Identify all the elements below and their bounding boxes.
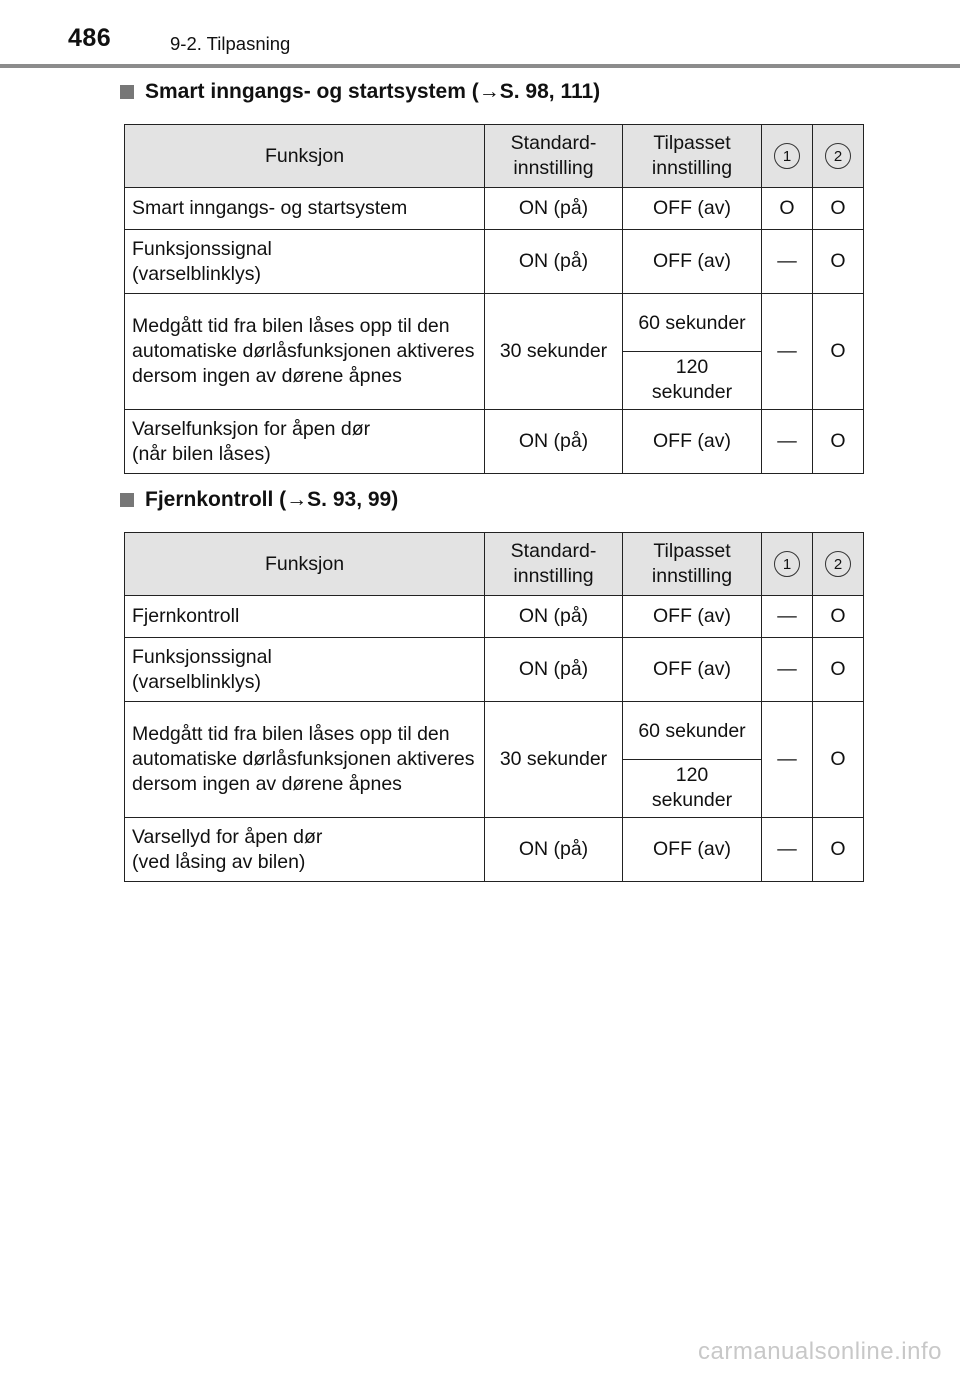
custom-cell-split — [623, 294, 762, 410]
custom-cell: OFF (av) — [623, 188, 762, 230]
default-cell: ON (på) — [485, 188, 623, 230]
col1-cell: O — [762, 188, 813, 230]
col-header-custom: Tilpasset innstilling — [623, 125, 762, 188]
function-cell: Medgått tid fra bilen låses opp til den automatiske dørlåsfunksjonen aktiveres dersom ingen av dørene åpnes — [125, 702, 485, 818]
default-cell: ON (på) — [485, 818, 623, 882]
circled-1-icon: 1 — [774, 143, 800, 169]
table-row — [125, 230, 864, 294]
watermark: carmanualsonline.info — [698, 1338, 942, 1365]
custom-cell: OFF (av) — [623, 638, 762, 702]
default-cell: ON (på) — [485, 410, 623, 474]
section-title-text: Smart inngangs- og startsystem ( — [145, 80, 479, 103]
custom-cell: OFF (av) — [623, 818, 762, 882]
chapter-title: 9-2. Tilpasning — [170, 33, 291, 54]
function-cell: Smart inngangs- og startsystem — [125, 188, 485, 230]
section-title-text: Fjernkontroll ( — [145, 488, 287, 511]
col2-cell: O — [813, 188, 864, 230]
table-row — [125, 638, 864, 702]
col2-cell: O — [813, 818, 864, 882]
settings-table-remote — [124, 532, 864, 882]
col-header-1 — [762, 533, 813, 596]
table-header-row — [125, 125, 864, 188]
col1-cell: — — [762, 638, 813, 702]
col1-cell: — — [762, 596, 813, 638]
col1-cell: — — [762, 410, 813, 474]
custom-cell-split — [623, 702, 762, 818]
default-cell: ON (på) — [485, 596, 623, 638]
custom-option-b: 120 sekunder — [651, 764, 733, 811]
custom-cell: OFF (av) — [623, 410, 762, 474]
square-bullet-icon — [120, 85, 134, 99]
arrow-icon: → — [286, 488, 308, 511]
col2-cell: O — [813, 596, 864, 638]
section-title-smart-entry — [120, 80, 600, 104]
circled-2-icon: 2 — [825, 143, 851, 169]
table-row — [125, 188, 864, 230]
custom-cell: OFF (av) — [623, 596, 762, 638]
page-header — [0, 0, 960, 70]
custom-option-a: 60 sekunder — [623, 295, 761, 352]
table-row — [125, 294, 864, 410]
section-ref: S. 98, 111) — [499, 80, 601, 103]
custom-cell: OFF (av) — [623, 230, 762, 294]
col-header-function: Funksjon — [125, 533, 485, 596]
square-bullet-icon — [120, 493, 134, 507]
default-cell: ON (på) — [485, 638, 623, 702]
default-cell: ON (på) — [485, 230, 623, 294]
col-header-2 — [813, 533, 864, 596]
col-header-custom: Tilpasset innstilling — [623, 533, 762, 596]
function-cell: Fjernkontroll — [125, 596, 485, 638]
custom-option-b: 120 sekunder — [651, 356, 733, 403]
header-divider — [0, 64, 960, 68]
function-cell: Varselfunksjon for åpen dør (når bilen låses) — [125, 410, 485, 474]
col-header-function: Funksjon — [125, 125, 485, 188]
page-number: 486 — [68, 24, 112, 52]
col-header-1 — [762, 125, 813, 188]
function-cell: Medgått tid fra bilen låses opp til den automatiske dørlåsfunksjonen aktiveres dersom ingen av dørene åpnes — [125, 294, 485, 410]
table-row — [125, 818, 864, 882]
col2-cell: O — [813, 410, 864, 474]
col-header-default: Standard- innstilling — [485, 533, 623, 596]
col-header-2 — [813, 125, 864, 188]
table-row — [125, 596, 864, 638]
col1-cell: — — [762, 294, 813, 410]
custom-option-a: 60 sekunder — [623, 703, 761, 760]
circled-2-icon: 2 — [825, 551, 851, 577]
col1-cell: — — [762, 702, 813, 818]
col2-cell: O — [813, 702, 864, 818]
default-cell: 30 sekunder — [485, 294, 623, 410]
section-title-remote — [120, 488, 398, 512]
function-cell: Funksjonssignal (varselblinklys) — [125, 230, 485, 294]
table-header-row — [125, 533, 864, 596]
default-cell: 30 sekunder — [485, 702, 623, 818]
function-cell: Funksjonssignal (varselblinklys) — [125, 638, 485, 702]
col2-cell: O — [813, 294, 864, 410]
section-ref: S. 93, 99) — [307, 488, 399, 511]
settings-table-smart-entry — [124, 124, 864, 474]
arrow-icon: → — [478, 80, 500, 103]
function-cell: Varsellyd for åpen dør (ved låsing av bilen) — [125, 818, 485, 882]
col1-cell: — — [762, 230, 813, 294]
col-header-default: Standard- innstilling — [485, 125, 623, 188]
table-row — [125, 410, 864, 474]
circled-1-icon: 1 — [774, 551, 800, 577]
col2-cell: O — [813, 638, 864, 702]
col2-cell: O — [813, 230, 864, 294]
col1-cell: — — [762, 818, 813, 882]
table-row — [125, 702, 864, 818]
